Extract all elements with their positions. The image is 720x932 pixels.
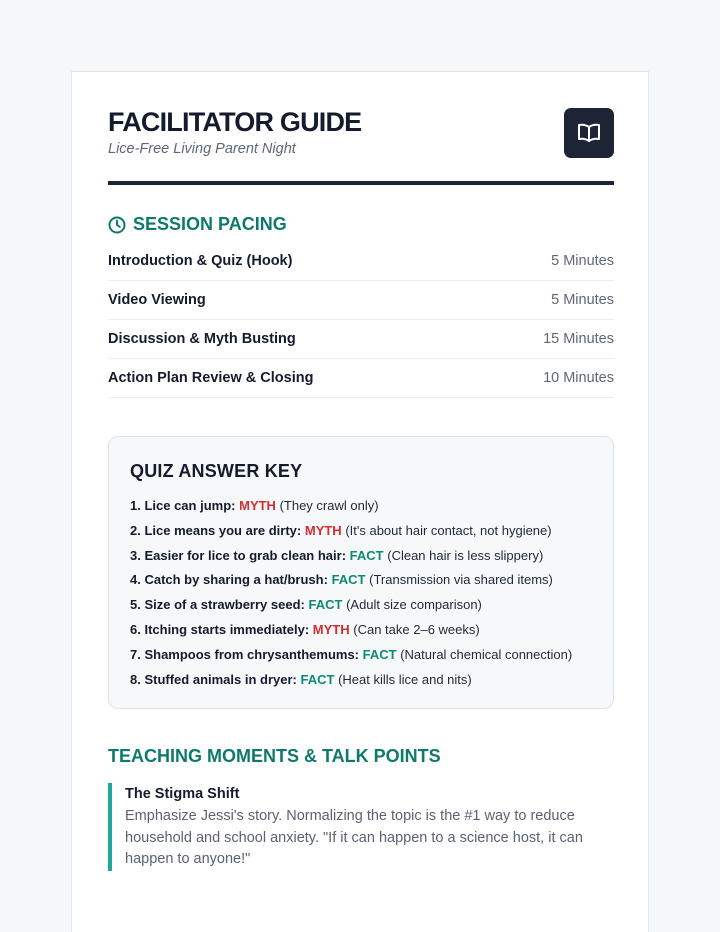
- quiz-verdict-fact: FACT: [331, 572, 366, 588]
- quiz-answer-item: [130, 620, 600, 645]
- teaching-moment: [108, 783, 614, 871]
- pacing-activity: Discussion & Myth Busting: [108, 331, 296, 347]
- session-pacing-label: SESSION PACING: [133, 214, 287, 234]
- open-book-icon: [564, 108, 614, 158]
- quiz-explanation: (Heat kills lice and nits): [338, 671, 472, 687]
- quiz-verdict-fact: FACT: [300, 671, 335, 687]
- pacing-duration: 5 Minutes: [551, 292, 614, 308]
- pacing-activity: Introduction & Quiz (Hook): [108, 253, 293, 269]
- quiz-verdict-fact: FACT: [349, 547, 384, 563]
- quiz-answer-item: [130, 645, 600, 670]
- quiz-answer-item: [130, 595, 600, 620]
- pacing-row: [108, 320, 614, 359]
- quiz-question: 5. Size of a strawberry seed:: [130, 597, 305, 613]
- quiz-question: 4. Catch by sharing a hat/brush:: [130, 572, 328, 588]
- quiz-question: 6. Itching starts immediately:: [130, 621, 310, 637]
- header-divider: [108, 181, 614, 185]
- quiz-answer-key-box: [108, 436, 614, 709]
- quiz-verdict-myth: MYTH: [304, 522, 342, 538]
- pacing-duration: 15 Minutes: [543, 331, 614, 347]
- quiz-question: 3. Easier for lice to grab clean hair:: [130, 547, 347, 563]
- quiz-verdict-myth: MYTH: [239, 498, 276, 513]
- quiz-answer-item: [130, 521, 600, 546]
- quiz-explanation: (Can take 2–6 weeks): [353, 621, 480, 637]
- quiz-explanation: (Adult size comparison): [346, 597, 482, 613]
- teaching-moment-body: Emphasize Jessi's story. Normalizing the topic is the #1 way to reduce household and school anxiety. "If it can happen to a science host, it can happen to anyone!": [125, 808, 583, 867]
- quiz-question: 1. Lice can jump:: [130, 498, 236, 513]
- pacing-activity: Action Plan Review & Closing: [108, 370, 314, 386]
- pacing-row: [108, 359, 614, 398]
- quiz-question: 8. Stuffed animals in dryer:: [130, 671, 297, 687]
- quiz-question: 2. Lice means you are dirty:: [130, 522, 302, 538]
- quiz-explanation: (Natural chemical connection): [400, 646, 573, 662]
- pacing-activity: Video Viewing: [108, 292, 206, 308]
- quiz-question: 7. Shampoos from chrysanthemums:: [130, 646, 359, 662]
- pacing-duration: 5 Minutes: [551, 253, 614, 269]
- quiz-verdict-myth: MYTH: [312, 621, 350, 637]
- clock-icon: [108, 216, 126, 234]
- quiz-answer-item: [130, 670, 600, 695]
- facilitator-guide-card: [71, 71, 649, 932]
- teaching-moment-title: The Stigma Shift: [125, 786, 240, 802]
- quiz-answer-item: [130, 546, 600, 571]
- quiz-explanation: (It's about hair contact, not hygiene): [345, 522, 552, 538]
- teaching-moments-heading: TEACHING MOMENTS & TALK POINTS: [108, 746, 441, 766]
- quiz-explanation: (Transmission via shared items): [369, 572, 553, 588]
- pacing-list: [108, 242, 614, 398]
- session-pacing-heading: [108, 214, 287, 235]
- page-subtitle: Lice-Free Living Parent Night: [108, 141, 296, 157]
- quiz-answer-list: [130, 496, 600, 694]
- quiz-answer-item: [130, 570, 600, 595]
- quiz-answer-key-heading: QUIZ ANSWER KEY: [130, 461, 303, 481]
- pacing-row: [108, 281, 614, 320]
- quiz-verdict-fact: FACT: [362, 646, 397, 662]
- quiz-answer-item: [130, 496, 600, 521]
- quiz-explanation: (Clean hair is less slippery): [387, 547, 544, 563]
- page-title: FACILITATOR GUIDE: [108, 107, 362, 137]
- quiz-explanation: (They crawl only): [279, 498, 379, 513]
- quiz-verdict-fact: FACT: [308, 597, 343, 613]
- pacing-duration: 10 Minutes: [543, 370, 614, 386]
- pacing-row: [108, 242, 614, 281]
